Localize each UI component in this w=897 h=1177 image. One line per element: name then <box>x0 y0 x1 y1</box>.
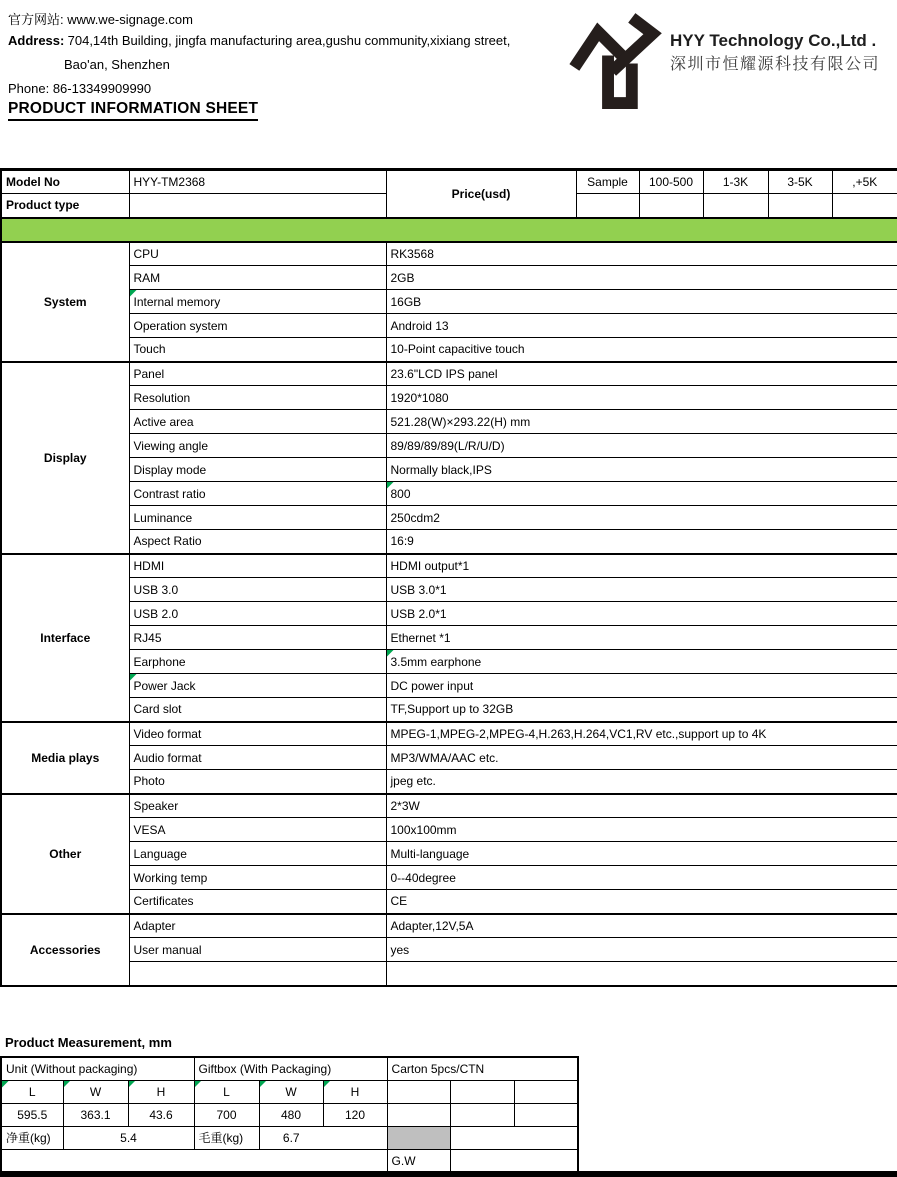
spec-value: 1920*1080 <box>386 386 897 410</box>
price-value-cell <box>576 194 639 218</box>
spec-value: 23.6"LCD IPS panel <box>386 362 897 386</box>
spec-value: 3.5mm earphone <box>386 650 897 674</box>
spec-label: Internal memory <box>129 290 386 314</box>
page-title: PRODUCT INFORMATION SHEET <box>8 100 258 121</box>
spec-label: Luminance <box>129 506 386 530</box>
spec-value: MP3/WMA/AAC etc. <box>386 746 897 770</box>
comment-triangle-icon <box>387 650 394 657</box>
spec-value: Adapter,12V,5A <box>386 914 897 938</box>
table-row <box>1 866 897 890</box>
table-row <box>1 890 897 914</box>
spec-label: Speaker <box>129 794 386 818</box>
dim-header: H <box>156 1084 166 1099</box>
spec-label: VESA <box>129 818 386 842</box>
spec-label: Operation system <box>129 314 386 338</box>
price-header: Price(usd) <box>386 170 576 218</box>
spec-label: Viewing angle <box>129 434 386 458</box>
page-bottom-rule <box>0 1171 897 1177</box>
address-line <box>8 33 510 48</box>
carton-cell <box>387 1080 450 1103</box>
phone-label: Phone: <box>8 81 50 96</box>
model-no-value: HYY-TM2368 <box>129 170 386 194</box>
spec-value: 2GB <box>386 266 897 290</box>
section-label-system: System <box>1 242 129 362</box>
address-label: Address: <box>8 33 65 48</box>
table-row <box>1 578 897 602</box>
highlight-bar-row <box>1 218 897 242</box>
spec-label: Audio format <box>129 746 386 770</box>
dim-header: W <box>89 1084 102 1099</box>
spec-value: 2*3W <box>386 794 897 818</box>
gross-weight-value: 6.7 <box>259 1126 323 1149</box>
website-line <box>8 9 193 28</box>
spec-label: Card slot <box>129 698 386 722</box>
spec-label: USB 2.0 <box>129 602 386 626</box>
spec-value: CE <box>386 890 897 914</box>
comment-triangle-icon <box>130 290 137 297</box>
spec-value: 250cdm2 <box>386 506 897 530</box>
highlight-bar <box>1 218 897 242</box>
price-tier: 100-500 <box>639 170 703 194</box>
comment-triangle-icon <box>2 1081 9 1088</box>
measurement-title: Product Measurement, mm <box>5 1035 172 1050</box>
price-value-cell <box>703 194 768 218</box>
dim-value: 43.6 <box>128 1103 194 1126</box>
comment-triangle-icon <box>64 1081 71 1088</box>
carton-cell <box>514 1080 578 1103</box>
model-no-row <box>1 170 897 194</box>
product-type-value <box>129 194 386 218</box>
spec-label: User manual <box>129 938 386 962</box>
spec-value: USB 3.0*1 <box>386 578 897 602</box>
table-row <box>1 458 897 482</box>
table-row <box>1 626 897 650</box>
website-url: www.we-signage.com <box>67 12 193 27</box>
price-tier: 3-5K <box>768 170 832 194</box>
spec-label: Earphone <box>129 650 386 674</box>
spec-value: USB 2.0*1 <box>386 602 897 626</box>
spec-value: 16GB <box>386 290 897 314</box>
weight-row <box>1 1126 578 1149</box>
spec-value: TF,Support up to 32GB <box>386 698 897 722</box>
dim-header: H <box>350 1084 360 1099</box>
section-label-media-plays: Media plays <box>1 722 129 794</box>
table-row <box>1 386 897 410</box>
table-row <box>1 818 897 842</box>
spec-value <box>386 962 897 986</box>
empty-cell <box>323 1126 387 1149</box>
spec-value: jpeg etc. <box>386 770 897 794</box>
spec-label: RJ45 <box>129 626 386 650</box>
price-tier: ,+5K <box>832 170 897 194</box>
spec-label: Contrast ratio <box>129 482 386 506</box>
spec-label: Adapter <box>129 914 386 938</box>
carton-cell <box>450 1103 514 1126</box>
table-row <box>1 938 897 962</box>
address-text: 704,14th Building, jingfa manufacturing area,gushu community,xixiang street, <box>67 33 511 48</box>
giftbox-group-header: Giftbox (With Packaging) <box>194 1057 387 1080</box>
spec-label: Certificates <box>129 890 386 914</box>
spec-value: MPEG-1,MPEG-2,MPEG-4,H.263,H.264,VC1,RV etc.,support up to 4K <box>386 722 897 746</box>
spec-value: yes <box>386 938 897 962</box>
dimension-value-row <box>1 1103 578 1126</box>
spec-label: Active area <box>129 410 386 434</box>
dim-value: 700 <box>194 1103 259 1126</box>
table-row <box>1 554 897 578</box>
empty-cell <box>1 1149 387 1172</box>
table-row <box>1 746 897 770</box>
table-row <box>1 482 897 506</box>
carton-cell <box>450 1080 514 1103</box>
spec-value: 16:9 <box>386 530 897 554</box>
spec-label: Video format <box>129 722 386 746</box>
spec-value: 0--40degree <box>386 866 897 890</box>
table-row <box>1 770 897 794</box>
table-row <box>1 362 897 386</box>
section-label-other: Other <box>1 794 129 914</box>
gray-filled-cell <box>387 1126 450 1149</box>
comment-triangle-icon <box>195 1081 202 1088</box>
spec-label: USB 3.0 <box>129 578 386 602</box>
carton-group-header: Carton 5pcs/CTN <box>387 1057 578 1080</box>
table-row <box>1 602 897 626</box>
dim-value: 595.5 <box>1 1103 63 1126</box>
spec-value: 521.28(W)×293.22(H) mm <box>386 410 897 434</box>
spec-value: Android 13 <box>386 314 897 338</box>
dim-header: L <box>28 1084 36 1099</box>
spec-value: Multi-language <box>386 842 897 866</box>
table-row <box>1 338 897 362</box>
table-row <box>1 674 897 698</box>
spec-label: HDMI <box>129 554 386 578</box>
table-row <box>1 650 897 674</box>
model-no-label: Model No <box>1 170 129 194</box>
carton-cell <box>514 1103 578 1126</box>
spec-label: RAM <box>129 266 386 290</box>
section-label-display: Display <box>1 362 129 554</box>
price-tier: 1-3K <box>703 170 768 194</box>
table-row <box>1 914 897 938</box>
comment-triangle-icon <box>130 674 137 681</box>
section-label-interface: Interface <box>1 554 129 722</box>
table-row <box>1 506 897 530</box>
net-weight-label: 净重(kg) <box>1 1126 63 1149</box>
table-row <box>1 698 897 722</box>
empty-cell <box>450 1149 578 1172</box>
spec-value: DC power input <box>386 674 897 698</box>
spec-label: Language <box>129 842 386 866</box>
carton-cell <box>387 1103 450 1126</box>
spec-value: 10-Point capacitive touch <box>386 338 897 362</box>
phone-number: 86-13349909990 <box>52 81 152 96</box>
net-weight-value: 5.4 <box>63 1126 194 1149</box>
table-row <box>1 242 897 266</box>
dim-value: 363.1 <box>63 1103 128 1126</box>
spec-label: CPU <box>129 242 386 266</box>
comment-triangle-icon <box>387 482 394 489</box>
table-row <box>1 530 897 554</box>
spec-label: Working temp <box>129 866 386 890</box>
spec-label <box>129 962 386 986</box>
spec-label: Panel <box>129 362 386 386</box>
spec-value: 800 <box>386 482 897 506</box>
hyy-y-logo-icon <box>562 8 662 111</box>
gw-label: G.W <box>387 1149 450 1172</box>
dim-header: W <box>285 1084 297 1099</box>
table-row <box>1 794 897 818</box>
spec-value: Ethernet *1 <box>386 626 897 650</box>
product-type-label: Product type <box>1 194 129 218</box>
table-row <box>1 266 897 290</box>
dim-value: 480 <box>259 1103 323 1126</box>
spec-value: RK3568 <box>386 242 897 266</box>
comment-triangle-icon <box>260 1081 267 1088</box>
table-row <box>1 434 897 458</box>
table-row <box>1 290 897 314</box>
spec-value: Normally black,IPS <box>386 458 897 482</box>
table-row <box>1 962 897 986</box>
empty-cell <box>450 1126 578 1149</box>
spec-label: Touch <box>129 338 386 362</box>
price-value-cell <box>639 194 703 218</box>
table-row <box>1 722 897 746</box>
price-tier: Sample <box>576 170 639 194</box>
price-value-cell <box>768 194 832 218</box>
section-label-accessories: Accessories <box>1 914 129 986</box>
company-name-en: HYY Technology Co.,Ltd . <box>670 31 877 50</box>
website-label: 官方网站: <box>8 12 64 27</box>
measurement-group-header-row <box>1 1057 578 1080</box>
price-value-cell <box>832 194 897 218</box>
spec-label: Resolution <box>129 386 386 410</box>
table-row <box>1 410 897 434</box>
spec-table <box>0 168 897 987</box>
gw-row <box>1 1149 578 1172</box>
spec-label: Power Jack <box>129 674 386 698</box>
unit-group-header: Unit (Without packaging) <box>1 1057 194 1080</box>
spec-label: Photo <box>129 770 386 794</box>
spec-value: 89/89/89/89(L/R/U/D) <box>386 434 897 458</box>
phone-line <box>8 81 151 96</box>
comment-triangle-icon <box>324 1081 331 1088</box>
table-row <box>1 842 897 866</box>
company-block <box>670 30 880 75</box>
spec-value: 100x100mm <box>386 818 897 842</box>
dim-header: L <box>223 1084 230 1099</box>
address-line-2: Bao'an, Shenzhen <box>64 57 170 72</box>
dimension-header-row <box>1 1080 578 1103</box>
measurement-table <box>0 1056 579 1173</box>
company-name-cn: 深圳市恒耀源科技有限公司 <box>670 56 881 74</box>
comment-triangle-icon <box>129 1081 136 1088</box>
dim-value: 120 <box>323 1103 387 1126</box>
spec-label: Aspect Ratio <box>129 530 386 554</box>
table-row <box>1 314 897 338</box>
spec-value: HDMI output*1 <box>386 554 897 578</box>
spec-label: Display mode <box>129 458 386 482</box>
gross-weight-label: 毛重(kg) <box>194 1126 259 1149</box>
